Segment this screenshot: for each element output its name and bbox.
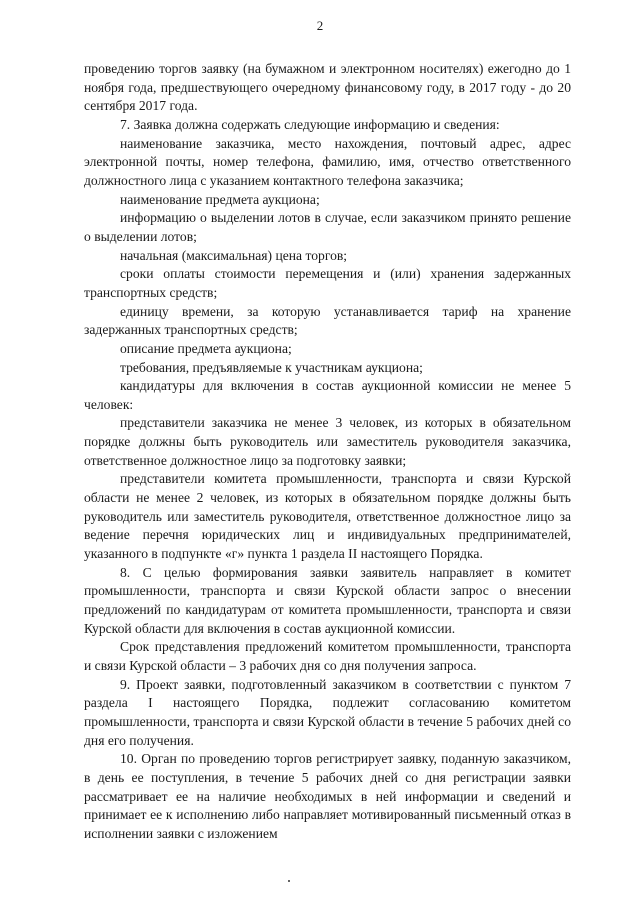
paragraph: 8. С целью формирования заявки заявитель направляет в комитет промышленности, транспорта и связи Курской области запрос о внесении предложений по кандидатурам от комитета промышленности, транспорта и связи Курской области для включения в состав аукционной комиссии. [84,564,571,636]
paragraph: представители заказчика не менее 3 человек, из которых в обязательном порядке должны быть руководитель или заместитель руководителя заказчика, ответственное должностное лицо за подготовку заявки; [84,415,571,468]
paragraph: Срок представления предложений комитетом промышленности, транспорта и связи Курской области – 3 рабочих дня со дня получения запроса. [84,639,571,673]
paragraph: представители комитета промышленности, транспорта и связи Курской области не менее 2 человек, из которых в обязательном порядке должны быть руководитель или заместитель руководителя, ответственное должностное лицо за ведение перечня юридических лиц и индивидуальных предпринимателей, указанного в подпункте «г» пункта 1 раздела II настоящего Порядка. [84,471,571,562]
paragraph: требования, предъявляемые к участникам аукциона; [120,359,423,375]
page-number: 2 [316,18,324,33]
paragraph: наименование предмета аукциона; [120,191,320,207]
paragraph: 7. Заявка должна содержать следующие информацию и сведения: [120,116,500,132]
paragraph: 10. Орган по проведению торгов регистрирует заявку, поданную заказчиком, в день ее поступления, в течение 5 рабочих дней со дня регистрации заявки рассматривает ее на наличие необходимых в ней информации и сведений и принимает ее к исполнению либо направляет мотивированный письменный отказ в исполнении заявки с изложением [84,751,571,841]
paragraph: 9. Проект заявки, подготовленный заказчиком в соответствии с пунктом 7 раздела I настоящего Порядка, подлежит согласованию комитетом промышленности, транспорта и связи Курской области в течение 5 рабочих дней со дня его получения. [84,676,571,748]
document-body [84,60,571,844]
paragraph: сроки оплаты стоимости перемещения и (или) хранения задержанных транспортных средств; [84,266,571,300]
paragraph: единицу времени, за которую устанавливается тариф на хранение задержанных транспортных средств; [84,303,571,338]
paragraph: начальная (максимальная) цена торгов; [120,247,348,263]
paragraph: информацию о выделении лотов в случае, если заказчиком принято решение о выделении лотов; [84,210,571,244]
paragraph: проведению торгов заявку (на бумажном и электронном носителях) ежегодно до 1 ноября года, предшествующего очередному финансовому году, в 2017 году - до 20 сентября 2017 года. [84,61,571,114]
paragraph: описание предмета аукциона; [120,340,292,356]
scan-speck [288,880,290,882]
paragraph: наименование заказчика, место нахождения, почтовый адрес, адрес электронной почты, номер телефона, фамилию, имя, отчество ответственного должностного лица с указанием контактного телефона заказчика; [84,135,571,188]
paragraph: кандидатуры для включения в состав аукционной комиссии не менее 5 человек: [84,378,571,412]
